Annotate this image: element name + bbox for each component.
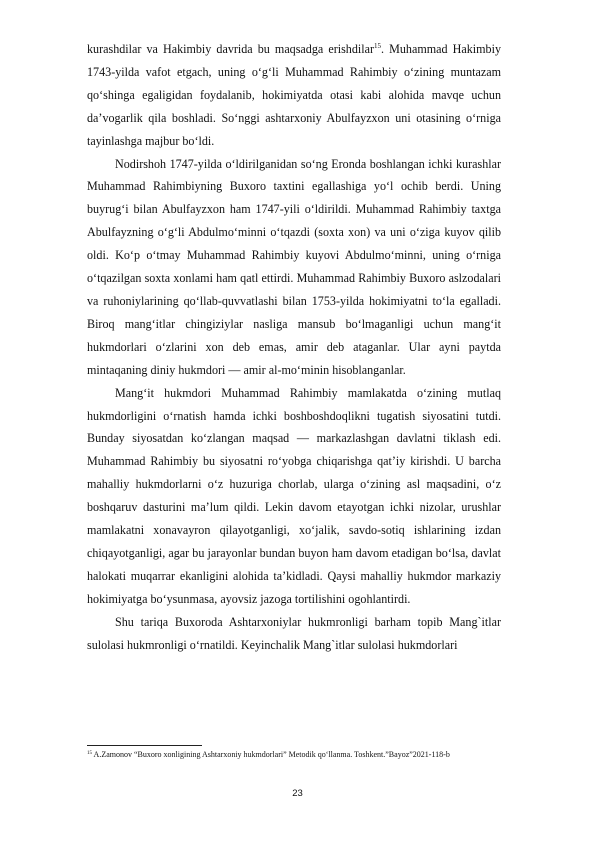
footnote-separator	[87, 745, 202, 746]
footnote-text: A.Zamonov “Buxoro xonligining Ashtarxoniy hukmdorlari” Metodik qo‘llanma. Toshkent.”Bayoz”2021-118-b	[92, 750, 450, 759]
paragraph-3: Mang‘it hukmdori Muhammad Rahimbiy mamlakatda o‘zining mutlaq hukmdorligini o‘rnatish hamda ichki boshboshdoqlikni tugatish siyosatini tutdi. Bunday siyosatdan ko‘zlangan maqsad — markazlashgan davlatni tiklash edi. Muhammad Rahimbiy bu siyosatni ro‘yobga chiqarishga qat’iy kirishdi. U barcha mahalliy hukmdorlarni o‘z huzuriga chorlab, ularga o‘zining asl maqsadini, o‘z boshqaruv dasturini ma’lum qildi. Lekin davom etayotgan ichki nizolar, urushlar mamlakatni xonavayron qilayotganligi, xo‘jalik, savdo-sotiq ishlarining izdan chiqayotganligi, agar bu jarayonlar bundan buyon ham davom etadigan bo‘lsa, davlat halokati muqarrar ekanligini alohida ta’kidladi. Qaysi mahalliy hukmdor markaziy hokimiyatga bo‘ysunmasa, ayovsiz jazoga tortilishini ogohlantirdi.	[87, 385, 501, 606]
paragraph-1	[87, 38, 501, 153]
footnote	[87, 749, 557, 761]
paragraph-1-text-start: kurashdilar va Hakimbiy davrida bu maqsadga erishdilar	[87, 42, 375, 56]
paragraph-4: Shu tariqa Buxoroda Ashtarxoniylar hukmronligi barham topib Mang`itlar sulolasi hukmronligi o‘rnatildi. Keyinchalik Mang`itlar sulolasi hukmdorlari	[87, 614, 501, 652]
paragraph-2: Nodirshoh 1747-yilda o‘ldirilganidan so‘ng Eronda boshlangan ichki kurashlar Muhammad Rahimbiyning Buxoro taxtini egallashiga yo‘l ochib berdi. Uning buyrug‘i bilan Abulfayzxon ham 1747-yili o‘ldirildi. Muhammad Rahimbiy taxtga Abulfayzning o‘g‘li Abdulmo‘minni o‘tqazdi (soxta xon) va uni o‘ziga kuyov qilib oldi. Ko‘p o‘tmay Muhammad Rahimbiy kuyovi Abdulmo‘minni, uning o‘rniga o‘tqazilgan soxta xonlami ham qatl ettirdi. Muhammad Rahimbiy Buxoro aslzodalari va ruhoniylarining qo‘llab-quvvatlashi bilan 1753-yilda hokimiyatni to‘la egalladi. Biroq mang‘itlar chingiziylar nasliga mansub bo‘lmaganligi uchun mang‘it hukmdorlari o‘zlarini xon deb emas, amir deb ataganlar. Ular ayni paytda mintaqaning diniy hukmdori — amir al-mo‘minin hisoblanganlar.	[87, 156, 501, 377]
page-number: 23	[292, 788, 303, 799]
page-body	[87, 38, 501, 656]
footnote-number: 15	[87, 751, 92, 756]
footnote-reference[interactable]: 15	[374, 42, 382, 50]
paragraph-1-text-end: . Muhammad Hakimbiy 1743-yilda vafot etgach, uning o‘g‘li Muhammad Rahimbiy o‘zining muntazam qo‘shinga egaligidan foydalanib, hokimiyatda otasi kabi alohida mavqe uchun da’vogarlik qila boshladi. So‘nggi ashtarxoniy Abulfayzxon uni otasining o‘rniga tayinlashga majbur bo‘ldi.	[87, 42, 501, 148]
